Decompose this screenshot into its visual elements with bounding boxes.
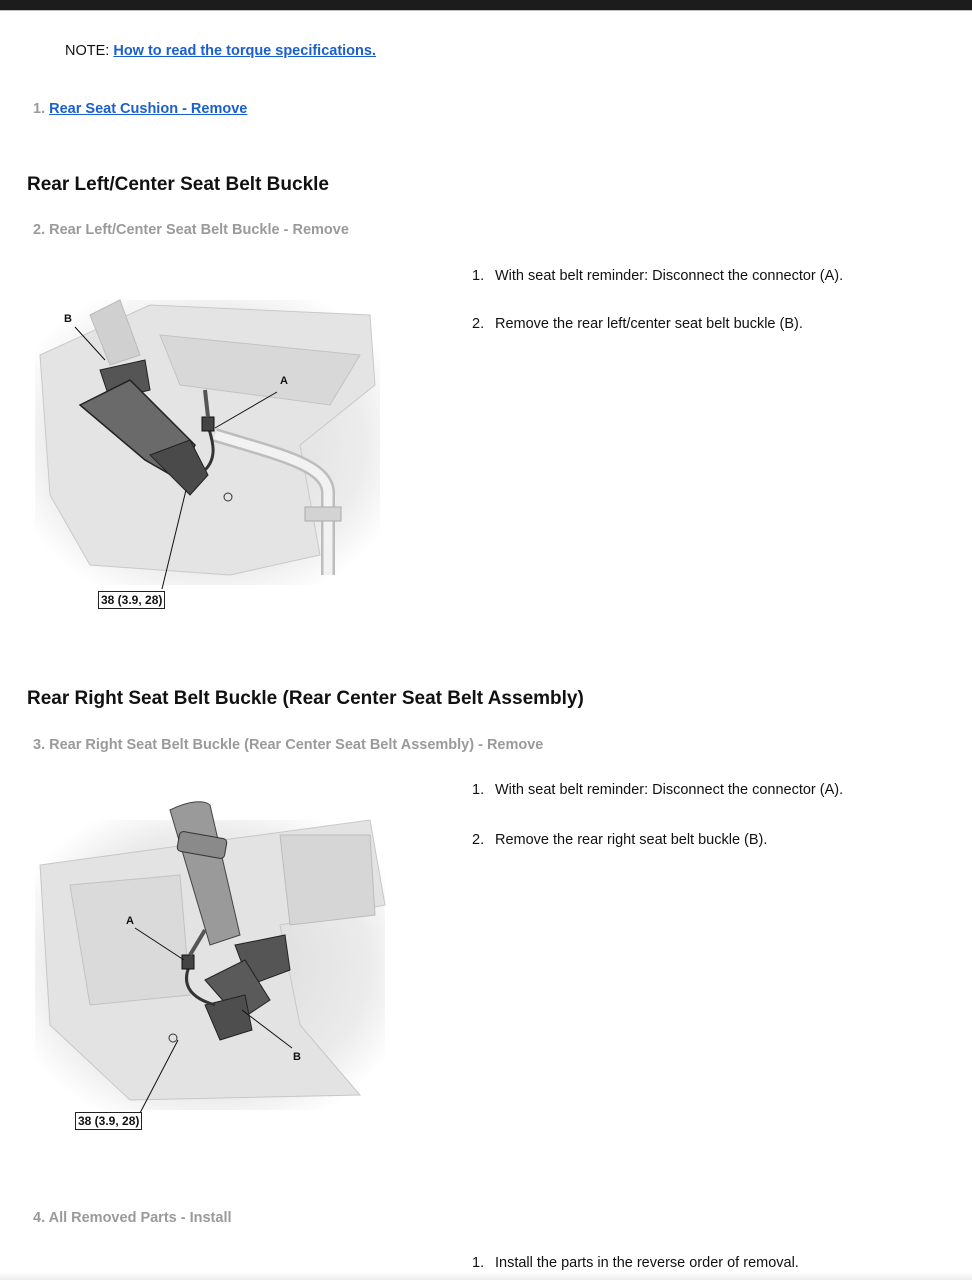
instruction-text: With seat belt reminder: Disconnect the connector (A). xyxy=(495,268,844,284)
bottom-edge xyxy=(0,1272,972,1280)
callout-a: A xyxy=(126,915,134,927)
step-3-number: 3. xyxy=(33,737,46,753)
instruction-text: With seat belt reminder: Disconnect the connector (A). xyxy=(495,782,844,798)
note-prefix: NOTE: xyxy=(65,43,110,59)
instruction-number: 1. xyxy=(472,268,485,284)
instruction-number: 2. xyxy=(472,832,485,848)
right-buckle-figure xyxy=(30,795,390,1115)
instruction-item xyxy=(472,832,843,848)
instruction-number: 2. xyxy=(472,316,485,332)
step-1-number: 1. xyxy=(33,101,46,117)
step-2-number: 2. xyxy=(33,222,46,238)
section-heading-right: Rear Right Seat Belt Buckle (Rear Center Seat Belt Assembly) xyxy=(27,688,584,709)
step-4 xyxy=(33,1210,232,1226)
torque-note xyxy=(65,43,376,59)
instructions-right xyxy=(472,782,843,848)
callout-b: B xyxy=(293,1051,301,1063)
section-heading-left-center: Rear Left/Center Seat Belt Buckle xyxy=(27,174,329,195)
instruction-item xyxy=(472,268,843,284)
right-buckle-illustration xyxy=(30,795,390,1115)
step-1 xyxy=(33,101,247,117)
left-center-buckle-illustration xyxy=(30,295,390,595)
callout-b: B xyxy=(64,313,72,325)
instruction-item xyxy=(472,1255,799,1271)
instructions-install xyxy=(472,1255,799,1271)
step-4-number: 4. xyxy=(33,1210,46,1226)
instruction-number: 1. xyxy=(472,1255,485,1271)
step-4-title: All Removed Parts - Install xyxy=(48,1210,232,1226)
torque-spec-link[interactable]: How to read the torque specifications. xyxy=(113,43,376,59)
step-2 xyxy=(33,222,349,238)
callout-a: A xyxy=(280,375,288,387)
instruction-item xyxy=(472,316,843,332)
torque-label: 38 (3.9, 28) xyxy=(75,1112,142,1130)
torque-label: 38 (3.9, 28) xyxy=(98,591,165,609)
instructions-left-center xyxy=(472,268,843,332)
instruction-number: 1. xyxy=(472,782,485,798)
rear-seat-cushion-remove-link[interactable]: Rear Seat Cushion - Remove xyxy=(49,101,248,117)
step-3-title: Rear Right Seat Belt Buckle (Rear Center Seat Belt Assembly) - Remove xyxy=(49,737,544,753)
instruction-text: Remove the rear right seat belt buckle (B). xyxy=(495,832,768,848)
step-2-title: Rear Left/Center Seat Belt Buckle - Remove xyxy=(49,222,349,238)
instruction-item xyxy=(472,782,843,798)
top-bar xyxy=(0,0,972,11)
instruction-text: Remove the rear left/center seat belt buckle (B). xyxy=(495,316,803,332)
left-center-buckle-figure xyxy=(30,295,390,595)
step-3 xyxy=(33,737,543,753)
instruction-text: Install the parts in the reverse order of removal. xyxy=(495,1255,799,1271)
